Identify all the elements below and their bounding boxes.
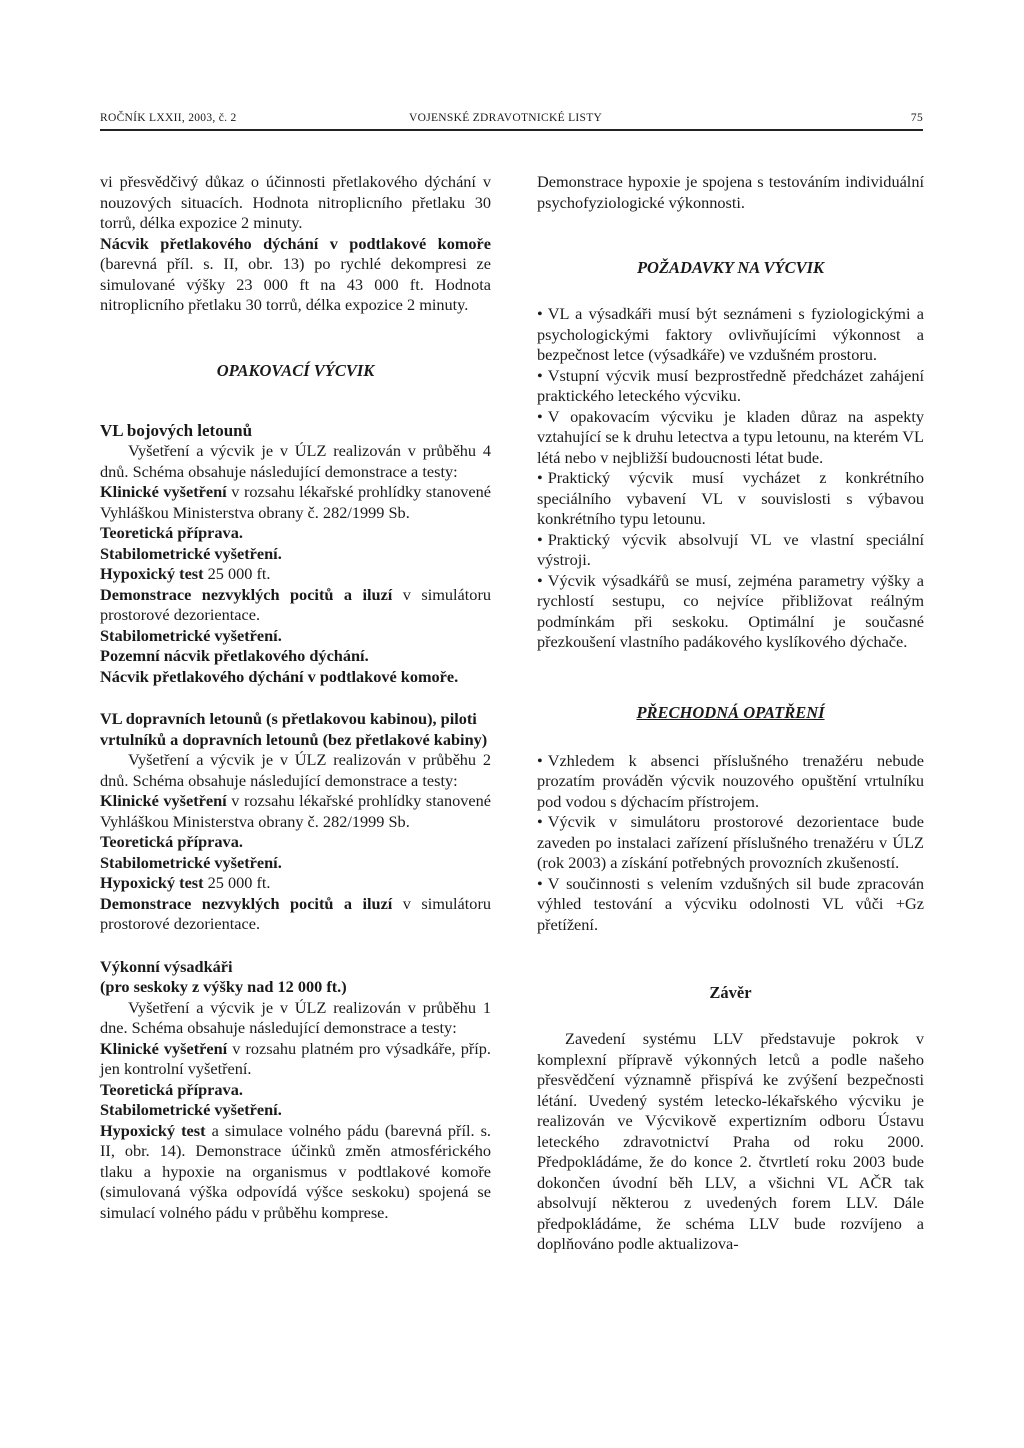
section-title-zaver: Závěr	[709, 983, 752, 1002]
s3-klinicke-text: v rozsahu platném pro výsadkáře, příp. jen kontrolní vyšetření.	[100, 1038, 491, 1078]
s3-klinicke	[100, 1039, 491, 1080]
requirement-item: • Praktický výcvik musí vycházet z konkrétního speciálního vybavení VL v souvislosti s výbavou konkrétního typu letounu.	[537, 468, 924, 530]
subsection-title-vysadkari: Výkonní výsadkáři	[100, 956, 233, 976]
header-rule	[100, 129, 923, 131]
s1-stabilometricke-2: Stabilometrické vyšetření.	[100, 625, 282, 645]
subsection-title-dopravni: VL dopravních letounů (s přetlakovou kabinou), piloti vrtulníků a dopravních letounů (bez přetlakové kabiny)	[100, 709, 488, 749]
s2-demonstrace-text: v simulátoru prostorové dezorientace.	[100, 893, 492, 933]
s3-stabilometricke: Stabilometrické vyšetření.	[100, 1100, 282, 1119]
section-title-pozadavky: POŽADAVKY NA VÝCVIK	[636, 258, 825, 277]
left-column	[100, 172, 491, 1223]
s2-demonstrace-term: Demonstrace nezvyklých pocitů a iluzí	[100, 893, 393, 913]
continuation-paragraph: Demonstrace hypoxie je spojena s testováním individuální psychofyziologické výkonnosti.	[537, 172, 924, 212]
s3-klinicke-term: Klinické vyšetření	[100, 1038, 228, 1058]
s1-teoreticka: Teoretická příprava.	[100, 523, 243, 542]
s3-intro: Vyšetření a výcvik je v ÚLZ realizován v průběhu 1 dne. Schéma obsahuje následující demonstrace a testy:	[100, 997, 491, 1037]
s2-demonstrace	[100, 894, 491, 935]
nacvik-term: Nácvik přetlakového dýchání v podtlakové komoře	[100, 233, 491, 253]
requirement-item: • Vstupní výcvik musí bezprostředně předcházet zahájení praktického leteckého výcviku.	[537, 366, 924, 407]
journal-volume: ROČNÍK LXXII, 2003, č. 2	[100, 112, 237, 124]
subsection-title-bojove: VL bojových letounů	[100, 420, 253, 440]
transition-item: • V součinnosti s velením vzdušných sil bude zpracován výhled testování a výcviku odolnosti VL vůči +Gz přetížení.	[537, 874, 924, 936]
page-number: 75	[910, 112, 923, 124]
requirement-item: • VL a výsadkáři musí být seznámeni s fyziologickými a psychologickými faktory ovlivňujícími výkonnost a bezpečnost letce (výsadkáře) ve vzdušném prostoru.	[537, 304, 924, 366]
s3-hypoxicky-text: a simulace volného pádu (barevná příl. s. II, obr. 14). Demonstrace účinků změn atmosférického tlaku a hypoxie na organismus v podtlakové komoře (simulovaná výška odpovídá výšce seskoku) spojená se simulací volného pádu v průběhu komprese.	[100, 1120, 492, 1222]
s1-hypoxicky	[100, 564, 491, 585]
s3-hypoxicky	[100, 1121, 491, 1224]
s1-klinicke-term: Klinické vyšetření	[100, 482, 227, 501]
requirement-item: • Praktický výcvik absolvují VL ve vlastní speciální výstroji.	[537, 530, 924, 571]
s2-klinicke-text: v rozsahu lékařské prohlídky stanovené Vyhláškou Ministerstva obrany č. 282/1999 Sb.	[100, 791, 491, 831]
s2-hypoxicky-text: 25 000 ft.	[203, 873, 271, 892]
section-title-prechodna: PŘECHODNÁ OPATŘENÍ	[636, 702, 825, 722]
s2-klinicke	[100, 791, 491, 832]
s1-demonstrace	[100, 585, 491, 626]
s1-klinicke-text: v rozsahu lékařské prohlídky stanovené Vyhláškou Ministerstva obrany č. 282/1999 Sb.	[100, 482, 491, 522]
intro-paragraph: vi přesvědčivý důkaz o účinnosti přetlakového dýchání v nouzových situacích. Hodnota nitroplicního přetlaku 30 torrů, délka expozice 2 minuty.	[100, 172, 491, 232]
requirement-item: • Výcvik výsadkářů se musí, zejména parametry výšky a rychlostí sestupu, co nejvíce přibližovat reálným podmínkám při seskoku. Optimální je současné přezkoušení vlastního padákového kyslíkového dýchače.	[537, 571, 924, 653]
journal-title: VOJENSKÉ ZDRAVOTNICKÉ LISTY	[409, 112, 603, 124]
s1-demonstrace-term: Demonstrace nezvyklých pocitů a iluzí	[100, 584, 393, 604]
requirement-item: • V opakovacím výcviku je kladen důraz na aspekty vztahující se k druhu letectva a typu letounu, na kterém VL létá nebo v nejbližší budoucnosti létat bude.	[537, 407, 924, 469]
s1-hypoxicky-term: Hypoxický test	[100, 564, 204, 583]
s2-stabilometricke: Stabilometrické vyšetření.	[100, 852, 282, 872]
s2-teoreticka: Teoretická příprava.	[100, 832, 243, 851]
s1-demonstrace-text: v simulátoru prostorové dezorientace.	[100, 584, 492, 624]
s2-hypoxicky	[100, 873, 491, 894]
nacvik-text: (barevná příl. s. II, obr. 13) po rychlé dekompresi ze simulované výšky 23 000 ft na 43 000 ft. Hodnota nitroplicního přetlaku 30 torrů, délka expozice 2 minuty.	[100, 254, 491, 314]
running-header	[100, 112, 923, 130]
conclusion-paragraph: Zavedení systému LLV představuje pokrok v komplexní přípravě výkonných letců a podle našeho přesvědčení významně přispívá ke zvýšení bezpečnosti létání. Uvedený systém letecko-lékařského výcviku je realizován ve Výcvikově expertizním odboru Ústavu leteckého zdravotnictví Praha od roku 2000. Předpokládáme, že do konce 2. čtvrtletí roku 2003 bude dokončen úvodní běh LLV, a všichni VL AČR tak absolvují některou z uvedených forem LLV. Dále předpokládáme, že schéma LLV bude rozvíjeno a doplňováno podle aktualizova-	[537, 1029, 924, 1253]
subsection-subtitle-vysadkari: (pro seskoky z výšky nad 12 000 ft.)	[100, 977, 347, 996]
nacvik-paragraph	[100, 234, 491, 316]
s1-stabilometricke: Stabilometrické vyšetření.	[100, 543, 282, 563]
s1-hypoxicky-text: 25 000 ft.	[203, 564, 271, 583]
s2-intro: Vyšetření a výcvik je v ÚLZ realizován v průběhu 2 dnů. Schéma obsahuje následující demonstrace a testy:	[100, 750, 491, 790]
s1-pozemni: Pozemní nácvik přetlakového dýchání.	[100, 646, 369, 665]
s2-klinicke-term: Klinické vyšetření	[100, 791, 227, 810]
s3-teoreticka: Teoretická příprava.	[100, 1079, 243, 1099]
s1-nacvik: Nácvik přetlakového dýchání v podtlakové komoře.	[100, 666, 459, 686]
s3-hypoxicky-term: Hypoxický test	[100, 1120, 206, 1140]
right-column	[537, 172, 924, 1255]
transition-item: • Vzhledem k absenci příslušného trenažéru nebude prozatím prováděn výcvik nouzového opuštění vrtulníku pod vodou s dýchacím přístrojem.	[537, 751, 924, 813]
s1-intro: Vyšetření a výcvik je v ÚLZ realizován v průběhu 4 dnů. Schéma obsahuje následující demonstrace a testy:	[100, 441, 491, 481]
s2-hypoxicky-term: Hypoxický test	[100, 873, 204, 892]
section-title-opakovaci: OPAKOVACÍ VÝCVIK	[216, 360, 375, 380]
transition-item: • Výcvik v simulátoru prostorové dezorientace bude zaveden po instalaci zařízení příslušného trenažéru v ÚLZ (rok 2003) a získání potřebných provozních zkušeností.	[537, 812, 924, 874]
s1-klinicke	[100, 482, 491, 523]
